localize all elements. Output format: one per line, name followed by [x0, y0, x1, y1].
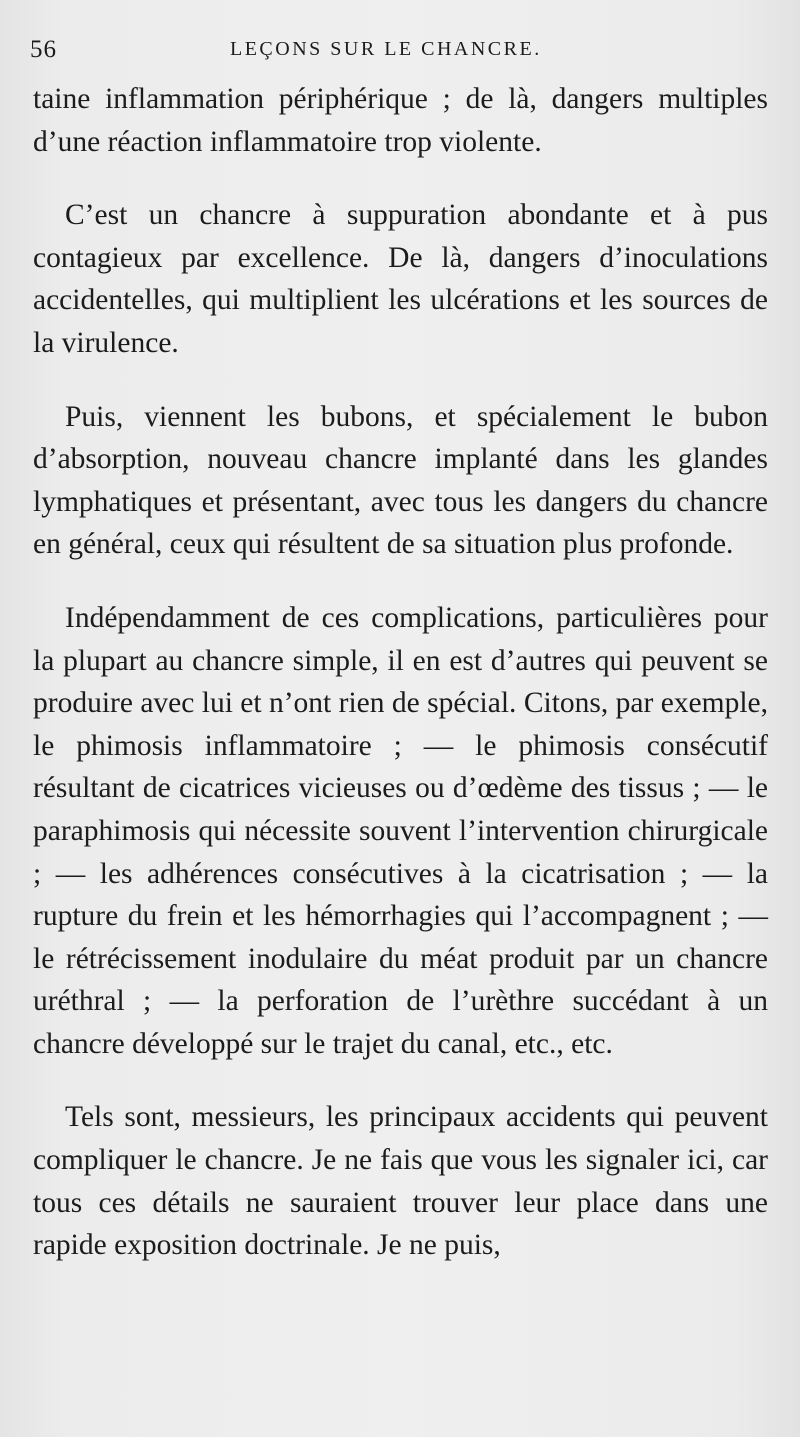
running-title: LEÇONS SUR LE CHANCRE. [230, 38, 542, 60]
paragraph-5: Tels sont, messieurs, les principaux accidents qui peuvent compliquer le chancre. Je ne fais que vous les signaler ici, car tous ces détails ne sauraient trouver leur place dans une rapide exposition doctrinale. Je ne puis, [33, 1101, 768, 1262]
page-header [30, 36, 770, 66]
paragraph-4: Indépendamment de ces complications, particulières pour la plupart au chancre simple, il en est d’autres qui peuvent se produire avec lui et n’ont rien de spécial. Citons, par exemple, le phimosis inflammatoire ; — le phimosis consécutif résultant de cicatrices vicieuses ou d’œdème des tissus ; — le paraphimosis qui nécessite souvent l’intervention chirurgicale ; — les adhérences consécutives à la cicatrisation ; — la rupture du frein et les hémorrhagies qui l’accompagnent ; — le rétrécissement inodulaire du méat produit par un chancre uréthral ; — la perforation de l’urèthre succédant à un chancre développé sur le trajet du canal, etc., etc. [33, 601, 768, 1060]
page-number: 56 [30, 36, 57, 63]
paragraph-3: Puis, viennent les bubons, et spécialement le bubon d’absorption, nouveau chancre implanté dans les glandes lymphatiques et présentant, avec tous les dangers du chancre en général, ceux qui résultent de sa situation plus profonde. [33, 400, 768, 561]
body-text [33, 78, 768, 1267]
paragraph-1: taine inflammation périphérique ; de là, dangers multiples d’une réaction inflammatoire trop violente. [33, 83, 768, 158]
paragraph-2: C’est un chancre à suppuration abondante et à pus contagieux par excellence. De là, dangers d’inoculations accidentelles, qui multiplient les ulcérations et les sources de la virulence. [33, 199, 768, 359]
